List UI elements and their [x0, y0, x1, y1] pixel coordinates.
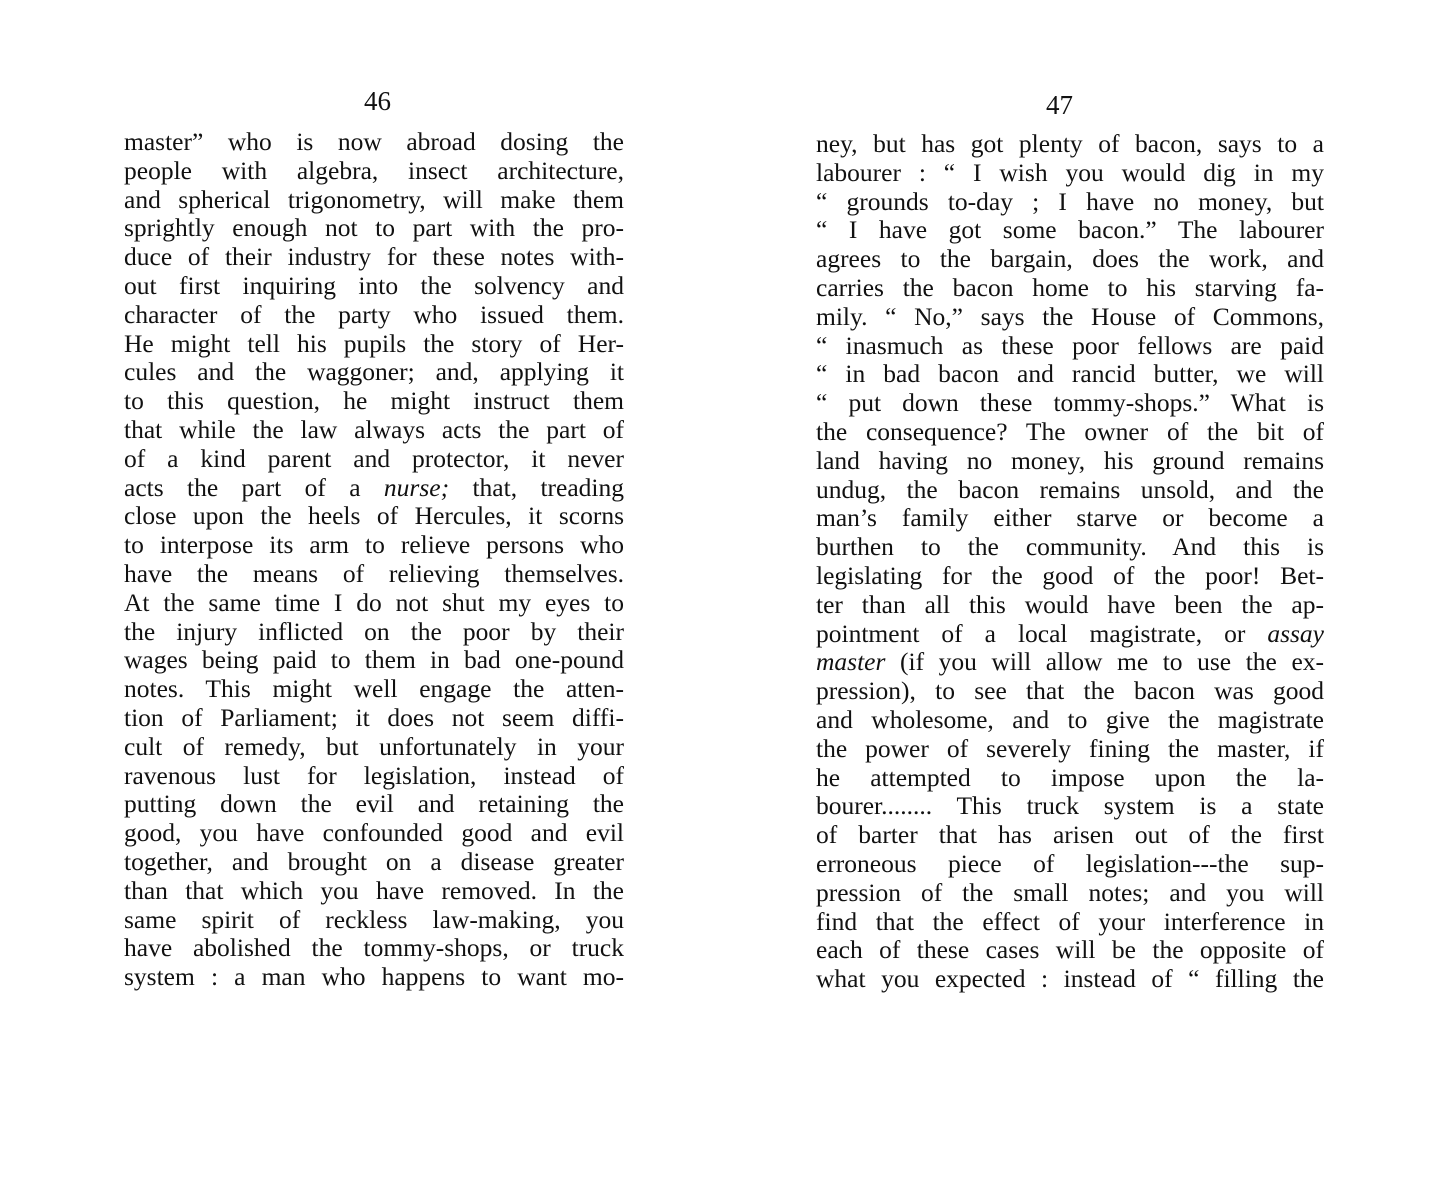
- text-line: together, and brought on a disease greater: [124, 846, 624, 876]
- text-line: have abolished the tommy-shops, or truck: [124, 933, 624, 963]
- text-line: the consequence? The owner of the bit of: [816, 416, 1324, 446]
- text-line: sprightly enough not to part with the pro-: [124, 213, 624, 243]
- text-line: labourer : “ I wish you would dig in my: [816, 157, 1324, 187]
- text-segment: pointment of a local magistrate, or: [816, 618, 1246, 648]
- text-line: each of these cases will be the opposite of: [816, 935, 1324, 965]
- text-line: burthen to the community. And this is: [816, 532, 1324, 562]
- text-line: pression of the small notes; and you will: [816, 877, 1324, 907]
- text-line: close upon the heels of Hercules, it scorns: [124, 501, 624, 531]
- text-line: to interpose its arm to relieve persons who: [124, 530, 624, 560]
- text-line: system : a man who happens to want mo-: [124, 962, 624, 992]
- text-line: out first inquiring into the solvency and: [124, 270, 624, 300]
- text-line: master” who is now abroad dosing the: [124, 127, 624, 156]
- text-line: ter than all this would have been the ap-: [816, 589, 1324, 619]
- text-line: and wholesome, and to give the magistrate: [816, 704, 1324, 734]
- text-line: of a kind parent and protector, it never: [124, 443, 624, 473]
- text-line: notes. This might well engage the atten-: [124, 674, 624, 704]
- text-line: the power of severely fining the master, if: [816, 733, 1324, 763]
- italic-word: assay: [1267, 618, 1324, 648]
- text-line: have the means of relieving themselves.: [124, 558, 624, 588]
- text-line: ney, but has got plenty of bacon, says to a: [816, 129, 1324, 158]
- text-line: mily. “ No,” says the House of Commons,: [816, 301, 1324, 331]
- text-line: tion of Parliament; it does not seem diffi-: [124, 702, 624, 732]
- text-line: carries the bacon home to his starving fa-: [816, 272, 1324, 302]
- text-line: character of the party who issued them.: [124, 299, 624, 329]
- text-line: erroneous piece of legislation---the sup-: [816, 848, 1324, 878]
- text-line: same spirit of reckless law-making, you: [124, 904, 624, 934]
- page-text: [816, 130, 1324, 994]
- text-line: agrees to the bargain, does the work, and: [816, 244, 1324, 274]
- page-number: 46: [364, 86, 391, 116]
- text-line: to this question, he might instruct them: [124, 386, 624, 416]
- text-line: “ inasmuch as these poor fellows are paid: [816, 330, 1324, 360]
- text-line: undug, the bacon remains unsold, and the: [816, 474, 1324, 504]
- text-line: At the same time I do not shut my eyes to: [124, 587, 624, 617]
- text-line: He might tell his pupils the story of Her-: [124, 328, 624, 358]
- text-line: and spherical trigonometry, will make them: [124, 184, 624, 214]
- text-line: cules and the waggoner; and, applying it: [124, 357, 624, 387]
- text-line: legislating for the good of the poor! Bet-: [816, 560, 1324, 590]
- text-line: putting down the evil and retaining the: [124, 789, 624, 819]
- page-text: [124, 128, 624, 992]
- text-line: find that the effect of your interference in: [816, 906, 1324, 936]
- text-segment: that, treading: [472, 472, 625, 502]
- text-line: “ put down these tommy-shops.” What is: [816, 388, 1324, 418]
- text-line: land having no money, his ground remains: [816, 445, 1324, 475]
- text-line: pression), to see that the bacon was good: [816, 676, 1324, 706]
- text-line: duce of their industry for these notes with-: [124, 242, 624, 272]
- text-line-with-italic: [816, 648, 1324, 677]
- text-line: cult of remedy, but unfortunately in your: [124, 731, 624, 761]
- text-line: “ grounds to-day ; I have no money, but: [816, 186, 1324, 216]
- text-line-with-italic: [124, 474, 624, 503]
- text-line: of barter that has arisen out of the first: [816, 820, 1324, 850]
- text-line: “ I have got some bacon.” The labourer: [816, 215, 1324, 245]
- text-line: bourer........ This truck system is a state: [816, 791, 1324, 821]
- text-line: wages being paid to them in bad one-pound: [124, 645, 624, 675]
- text-line: people with algebra, insect architecture,: [124, 155, 624, 185]
- text-line-with-italic: [816, 620, 1324, 649]
- page-number: 47: [1046, 90, 1073, 120]
- text-line: what you expected : instead of “ filling the: [816, 964, 1324, 994]
- text-line: man’s family either starve or become a: [816, 503, 1324, 533]
- text-line: that while the law always acts the part of: [124, 414, 624, 444]
- text-line: ravenous lust for legislation, instead of: [124, 760, 624, 790]
- text-line: than that which you have removed. In the: [124, 875, 624, 905]
- italic-word: nurse;: [383, 472, 450, 502]
- italic-word: master: [816, 647, 886, 677]
- text-segment: (if you will allow me to use the ex-: [900, 647, 1325, 677]
- text-segment: acts the part of a: [124, 472, 361, 502]
- text-line: he attempted to impose upon the la-: [816, 762, 1324, 792]
- text-line: the injury inflicted on the poor by their: [124, 616, 624, 646]
- text-line: “ in bad bacon and rancid butter, we will: [816, 359, 1324, 389]
- text-line: good, you have confounded good and evil: [124, 818, 624, 848]
